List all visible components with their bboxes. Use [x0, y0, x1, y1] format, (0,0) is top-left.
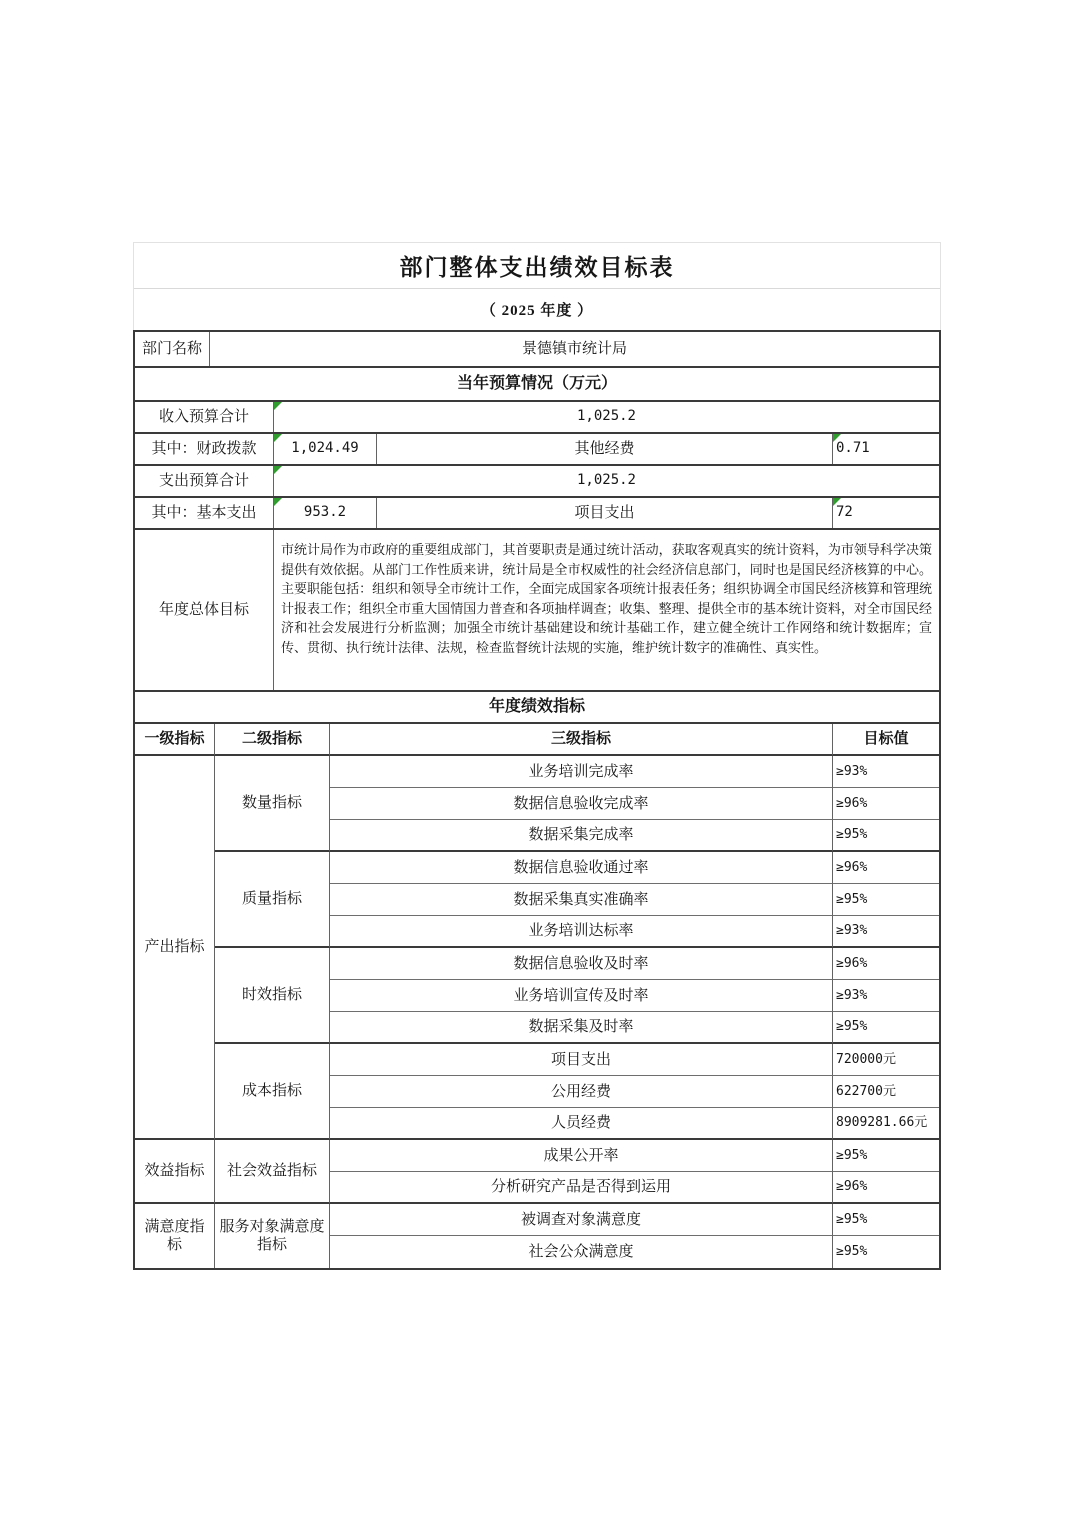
- target-value: ≥95%: [833, 884, 939, 916]
- level3-indicator: 数据信息验收通过率: [330, 852, 833, 884]
- title-row: [134, 243, 940, 289]
- target-value: ≥96%: [833, 948, 939, 980]
- level3-indicator: 社会公众满意度: [330, 1236, 833, 1268]
- expense-total-value: 1,025.2: [274, 466, 939, 496]
- annual-goal-text: 市统计局作为市政府的重要组成部门，其首要职责是通过统计活动，获取客观真实的统计资料，为市领导科学决策提供有效依据。从部门工作性质来讲，统计局是全市权威性的社会经济信息部门，同时也是国民经济核算的中心。主要职能包括：组织和领导全市统计工作，全面完成国家各项统计报表任务；组织协调全市国民经济核算和管理统计报表工作；组织全市重大国情国力普查和各项抽样调查；收集、整理、提供全市的基本统计资料，对全市国民经济和社会发展进行分析监测；加强全市统计基础建设和统计基础工作，建立健全统计工作网络和统计数据库；宣传、贯彻、执行统计法律、法规，检查监督统计法规的实施，维护统计数字的准确性、真实性。: [281, 542, 932, 655]
- target-value: ≥95%: [833, 1204, 939, 1236]
- target-value: ≥96%: [833, 788, 939, 820]
- fiscal-allocation-label: 其中：财政拨款: [135, 434, 274, 464]
- level2-timeliness: 时效指标: [215, 948, 330, 1044]
- department-label: 部门名称: [135, 332, 210, 366]
- indicator-row: [135, 1044, 939, 1076]
- target-value: ≥95%: [836, 1244, 868, 1260]
- target-value: ≥93%: [833, 916, 939, 948]
- target-value: ≥93%: [833, 756, 939, 788]
- level3-indicator: 业务培训宣传及时率: [330, 980, 833, 1012]
- basic-expense-value: 953.2: [274, 498, 377, 528]
- expense-total-label: 支出预算合计: [135, 466, 274, 496]
- header-level2: 二级指标: [215, 724, 330, 756]
- header-target: 目标值: [833, 724, 939, 756]
- performance-section-header-row: [135, 692, 939, 724]
- document-header: [133, 242, 941, 330]
- level2-service-satisfaction: 服务对象满意度指标: [215, 1204, 330, 1268]
- level1-benefit: 效益指标: [135, 1140, 215, 1204]
- level3-indicator: 分析研究产品是否得到运用: [330, 1172, 833, 1204]
- income-total-label: 收入预算合计: [135, 402, 274, 432]
- level3-indicator: 数据采集完成率: [330, 820, 833, 852]
- income-total-row: [135, 402, 939, 434]
- level3-indicator: 成果公开率: [330, 1140, 833, 1172]
- page-title: 部门整体支出绩效目标表: [399, 255, 675, 280]
- department-row: [135, 332, 939, 368]
- budget-section-title: 当年预算情况（万元）: [456, 375, 617, 392]
- indicator-row: [135, 1204, 939, 1236]
- target-value: ≥95%: [833, 1012, 939, 1044]
- other-funds-value: 0.71: [833, 434, 939, 464]
- level3-indicator: 人员经费: [330, 1108, 833, 1140]
- level2-quantity: 数量指标: [215, 756, 330, 852]
- target-value: 8909281.66元: [833, 1108, 939, 1140]
- target-value: 622700元: [833, 1076, 939, 1108]
- project-expense-label: 项目支出: [377, 498, 833, 528]
- annual-goal-row: [135, 530, 939, 692]
- performance-section-title: 年度绩效指标: [488, 698, 585, 715]
- fiscal-allocation-value: 1,024.49: [274, 434, 377, 464]
- level3-indicator: 数据信息验收及时率: [330, 948, 833, 980]
- level1-output: 产出指标: [135, 756, 215, 1140]
- level2-social-benefit: 社会效益指标: [215, 1140, 330, 1204]
- indicator-row: [135, 1140, 939, 1172]
- level3-indicator: 业务培训达标率: [330, 916, 833, 948]
- annual-goal-label: 年度总体目标: [135, 530, 274, 690]
- budget-section-header-row: [135, 368, 939, 402]
- indicator-row: [135, 756, 939, 788]
- indicator-row: [135, 852, 939, 884]
- level3-indicator: 数据采集及时率: [330, 1012, 833, 1044]
- level3-indicator: 项目支出: [330, 1044, 833, 1076]
- expense-detail-row: [135, 498, 939, 530]
- indicator-table: [135, 724, 939, 1268]
- target-value: ≥95%: [833, 820, 939, 852]
- basic-expense-label: 其中：基本支出: [135, 498, 274, 528]
- period-row: [134, 289, 940, 330]
- performance-target-document: [133, 242, 941, 1270]
- project-expense-value: 72: [833, 498, 939, 528]
- header-level1: 一级指标: [135, 724, 215, 756]
- target-value: ≥96%: [833, 852, 939, 884]
- target-value: ≥93%: [833, 980, 939, 1012]
- level1-satisfaction: 满意度指标: [135, 1204, 215, 1268]
- period-label: （ 2025 年度 ）: [480, 303, 594, 319]
- department-value: 景德镇市统计局: [521, 340, 627, 357]
- level2-cost: 成本指标: [215, 1044, 330, 1140]
- level3-indicator: 公用经费: [330, 1076, 833, 1108]
- other-funds-label: 其他经费: [377, 434, 833, 464]
- level3-indicator: 业务培训完成率: [330, 756, 833, 788]
- main-table: [133, 330, 941, 1270]
- target-value: 720000元: [833, 1044, 939, 1076]
- level3-indicator: 数据信息验收完成率: [330, 788, 833, 820]
- indicator-row: [135, 948, 939, 980]
- level2-quality: 质量指标: [215, 852, 330, 948]
- header-level3: 三级指标: [330, 724, 833, 756]
- indicator-header-row: [135, 724, 939, 756]
- income-total-value: 1,025.2: [274, 402, 939, 432]
- income-detail-row: [135, 434, 939, 466]
- expense-total-row: [135, 466, 939, 498]
- level3-indicator: 数据采集真实准确率: [330, 884, 833, 916]
- target-value: ≥96%: [833, 1172, 939, 1204]
- level3-indicator: 被调查对象满意度: [330, 1204, 833, 1236]
- target-value: ≥95%: [833, 1140, 939, 1172]
